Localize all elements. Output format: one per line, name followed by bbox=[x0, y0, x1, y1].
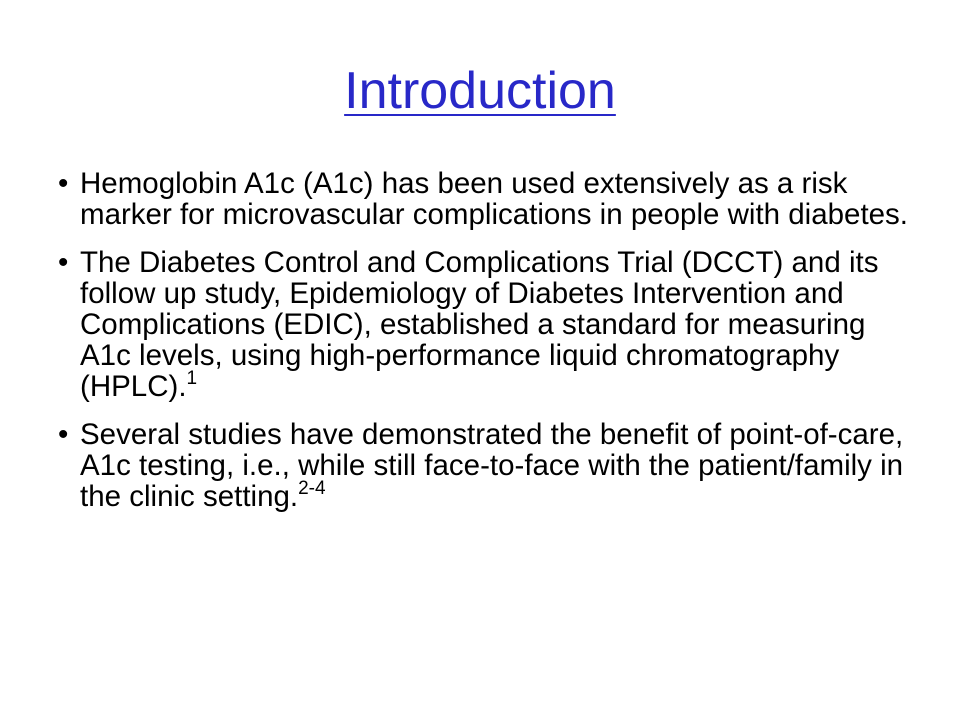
bullet-item bbox=[58, 168, 908, 230]
bullet-text: Several studies have demonstrated the benefit of point-of-care, A1c testing, i.e., while still face-to-face with the patient/family in the clinic setting. bbox=[80, 418, 904, 513]
bullet-list bbox=[58, 168, 908, 528]
bullet-item bbox=[58, 419, 908, 512]
bullet-dot-icon: • bbox=[58, 246, 69, 279]
bullet-text: The Diabetes Control and Complications Trial (DCCT) and its follow up study, Epidemiology of Diabetes Intervention and Complications (EDIC), established a standard for measuring A1c levels, using high-performance liquid chromatography (HPLC). bbox=[80, 246, 879, 403]
bullet-dot-icon: • bbox=[58, 418, 69, 451]
bullet-dot-icon: • bbox=[58, 167, 69, 200]
bullet-item bbox=[58, 247, 908, 402]
citation-superscript: 2-4 bbox=[298, 478, 326, 499]
citation-superscript: 1 bbox=[186, 368, 198, 389]
bullet-text: Hemoglobin A1c (A1c) has been used extensively as a risk marker for microvascular complications in people with diabetes. bbox=[80, 167, 908, 231]
slide-title: Introduction bbox=[344, 62, 616, 120]
